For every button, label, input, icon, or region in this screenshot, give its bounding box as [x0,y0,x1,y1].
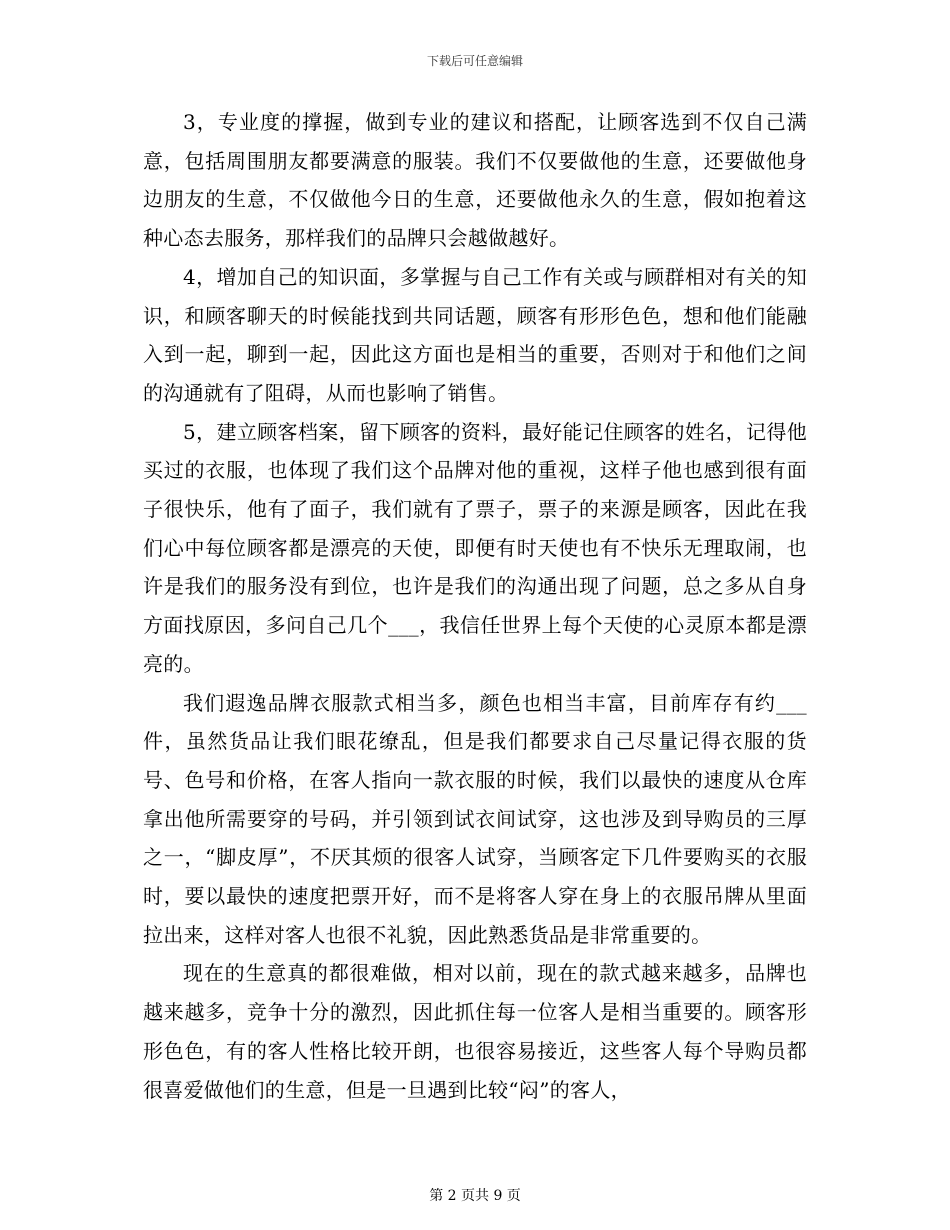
paragraph-3: 3，专业度的撑握，做到专业的建议和搭配，让顾客选到不仅自己满意，包括周围朋友都要满意的服装。我们不仅要做他的生意，还要做他身边朋友的生意，不仅做他今日的生意，还要做他永久的生意，假如抱着这种心态去服务，那样我们的品牌只会越做越好。 [143,110,807,251]
paragraph-5: 5，建立顾客档案，留下顾客的资料，最好能记住顾客的姓名，记得他买过的衣服，也体现了我们这个品牌对他的重视，这样子他也感到很有面子很快乐，他有了面子，我们就有了票子，票子的来源是顾客，因此在我们心中每位顾客都是漂亮的天使，即便有时天使也有不快乐无理取闹，也许是我们的服务没有到位，也许是我们的沟通出现了问题，总之多从自身方面找原因，多问自己几个___，我信任世界上每个天使的心灵原本都是漂亮的。 [143,419,807,676]
paragraph-business: 现在的生意真的都很难做，相对以前，现在的款式越来越多，品牌也越来越多，竞争十分的激烈，因此抓住每一位客人是相当重要的。顾客形形色色，有的客人性格比较开朗，也很容易接近，这些客人每个导购员都很喜爱做他们的生意，但是一旦遇到比较“闷”的客人， [143,961,807,1102]
document-body [143,103,807,1109]
paragraph-inventory: 我们遐逸品牌衣服款式相当多，颜色也相当丰富，目前库存有约___件，虽然货品让我们眼花缭乱，但是我们都要求自己尽量记得衣服的货号、色号和价格，在客人指向一款衣服的时候，我们以最快的速度从仓库拿出他所需要穿的号码，并引领到试衣间试穿，这也涉及到导购员的三厚之一，“脚皮厚”，不厌其烦的很客人试穿，当顾客定下几件要购买的衣服时，要以最快的速度把票开好，而不是将客人穿在身上的衣服吊牌从里面拉出来，这样对客人也很不礼貌，因此熟悉货品是非常重要的。 [143,690,807,947]
page-number: 第 2 页共 9 页 [429,1188,521,1204]
page-header: 下载后可任意编辑 [426,54,523,68]
paragraph-4: 4，增加自己的知识面，多掌握与自己工作有关或与顾群相对有关的知识，和顾客聊天的时候能找到共同话题，顾客有形形色色，想和他们能融入到一起，聊到一起，因此这方面也是相当的重要，否则对于和他们之间的沟通就有了阻碍，从而也影响了销售。 [143,264,807,405]
